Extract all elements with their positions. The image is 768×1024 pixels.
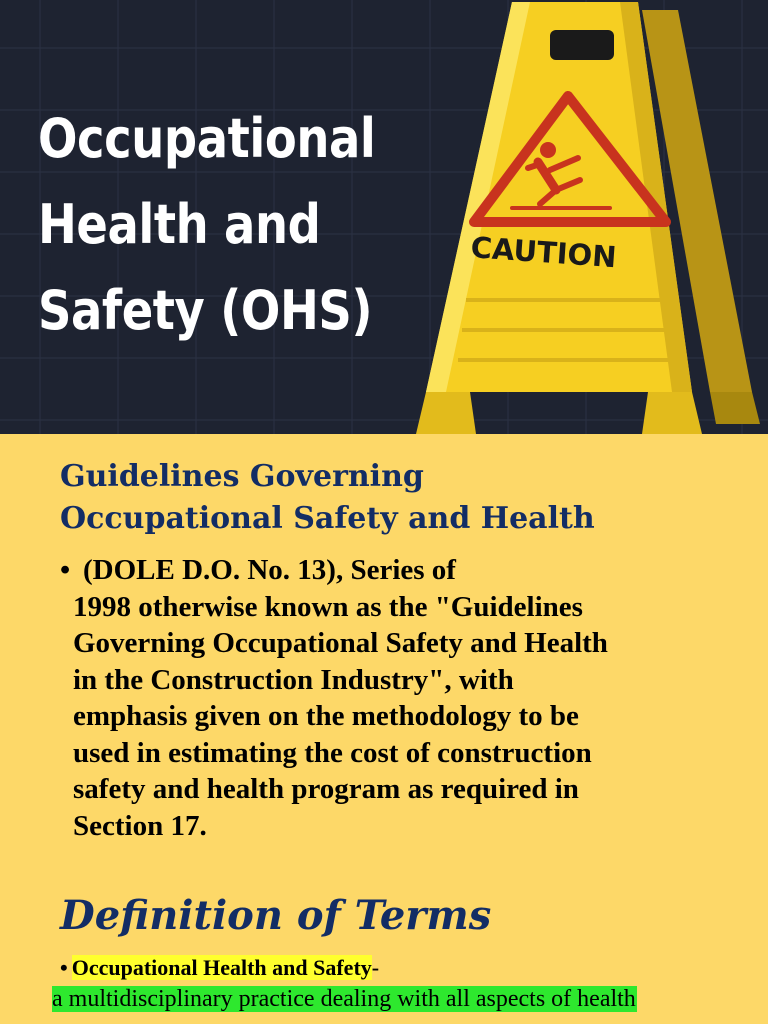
paragraph-line: (DOLE D.O. No. 13), Series of: [83, 554, 456, 586]
definition-term-item: [60, 954, 379, 982]
banner-title-line-2: Health and: [38, 193, 321, 256]
paragraph-line: used in estimating the cost of construction: [73, 736, 592, 769]
paragraph-line: 1998 otherwise known as the "Guidelines: [73, 590, 583, 623]
banner-title-line-3: Safety (OHS): [38, 279, 373, 342]
paragraph-line: emphasis given on the methodology to be: [73, 700, 579, 732]
term-definition-text: a multidisciplinary practice dealing with all aspects of health: [52, 986, 636, 1012]
sign-handle-slot: [550, 30, 614, 60]
slide-content: [0, 434, 768, 1024]
term-separator: -: [371, 955, 380, 980]
term-definition: [52, 984, 637, 1015]
section-heading: [60, 456, 760, 540]
guidelines-paragraph: [73, 552, 750, 844]
guidelines-bullet: [60, 552, 750, 844]
ohs-banner-image: [0, 0, 768, 434]
paragraph-line: Governing Occupational Safety and Health: [73, 627, 608, 659]
bullet-marker: •: [60, 955, 68, 980]
term-name: Occupational Health and Safety: [71, 955, 372, 980]
section-heading-line-1: Guidelines Governing: [60, 459, 424, 494]
caution-sign-illustration: [380, 0, 768, 434]
paragraph-line: Section 17.: [73, 809, 207, 842]
definitions-heading: Definition of Terms: [60, 892, 492, 939]
paragraph-line: safety and health program as required in: [73, 773, 579, 805]
sign-caution-text: CAUTION: [469, 230, 618, 275]
banner-title-line-1: Occupational: [38, 107, 376, 170]
bullet-marker: •: [60, 554, 71, 586]
banner-title: [38, 96, 375, 354]
section-heading-line-2: Occupational Safety and Health: [60, 501, 595, 536]
paragraph-line: in the Construction Industry", with: [73, 663, 514, 696]
